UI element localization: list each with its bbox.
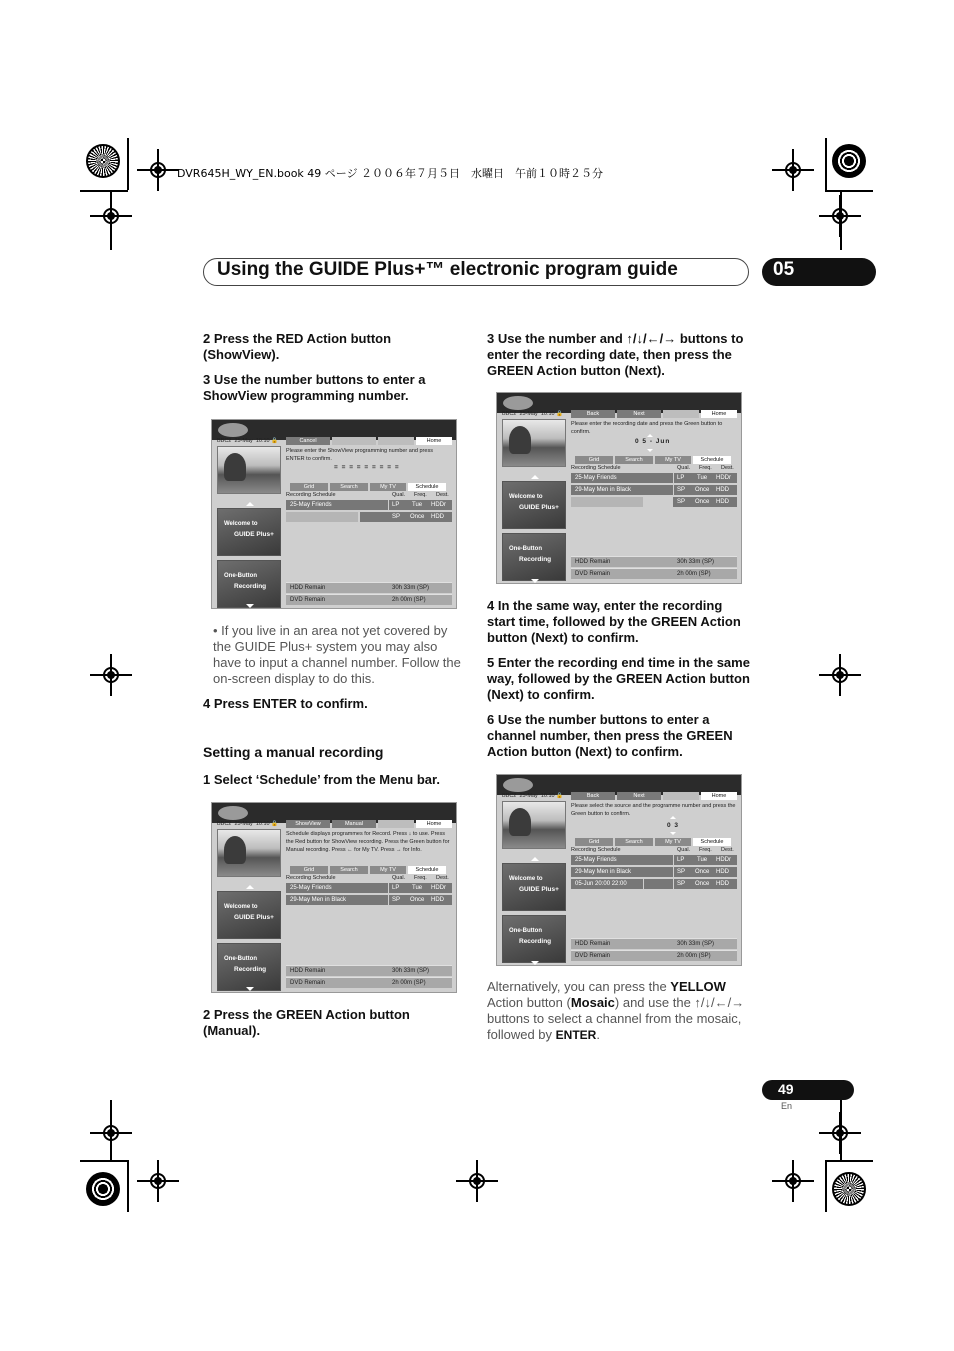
table-row[interactable]: 25-May Friends LP Tue HDDr [286,883,452,893]
arrow-down-icon [670,832,676,835]
lock-icon: 🔒 [271,821,278,827]
one-button-recording-panel: One-Button Recording [502,533,566,581]
table-row[interactable]: 29-May Men in Black SP Once HDD [571,485,737,495]
channel-number-entry[interactable]: 0 3 [667,822,680,829]
welcome-panel: Welcome to GUIDE Plus+ [502,481,566,529]
table-row[interactable]: 05-Jun 20:00 22:00 SP Once HDD [571,879,737,889]
showview-number-entry[interactable]: = = = = = = = = = [334,464,400,471]
date-entry[interactable]: 0 5 - Jun [635,438,671,445]
note-bullet: • If you live in an area not yet covered by the GUIDE Plus+ system you may also have to input a channel number. Follow the on-screen display to do this. [213,623,461,686]
tab-grid[interactable]: Grid [290,483,328,491]
arrow-up-icon [531,857,539,861]
cancel-button[interactable]: Cancel [286,437,330,445]
registration-crosshair-icon [829,664,851,686]
one-button-recording-panel: One-Button Recording [217,560,281,608]
home-button[interactable]: Home [701,410,737,418]
lock-icon: 🔒 [271,438,278,444]
registration-sunburst-icon [832,1172,866,1206]
tab-grid[interactable]: Grid [290,866,328,874]
screen-channel-info: BBC2 25-May 10:10 🔒 [217,438,278,444]
left-step-2: 2 Press the RED Action button (ShowView). [203,331,392,362]
registration-sunburst-icon [832,144,866,178]
tab-schedule[interactable]: Schedule [408,866,446,874]
welcome-panel: Welcome to GUIDE Plus+ [502,863,566,911]
table-row[interactable]: SP Once HDD [673,497,737,507]
welcome-panel: Welcome to GUIDE Plus+ [217,508,281,556]
next-button[interactable]: Next [617,792,661,800]
table-row-input[interactable] [286,512,358,522]
back-button[interactable]: Back [571,792,615,800]
one-button-recording-panel: One-Button Recording [217,943,281,991]
registration-crosshair-icon [147,1170,169,1192]
left-step-1b: 1 Select ‘Schedule’ from the Menu bar. [203,772,440,787]
screen-date-entry: BBC2 25-May 10:10 🔒 Welcome to GUIDE Plus+ One-Button Recording Back Next Home Please enter the recording date and press the Green button to confirm. 0 5 - Jun Grid Search My TV Schedule Recording Schedule Qual. Freq. Dest. 25-May Friends LP Tue HDDr 29-May Men in Black SP Once HDD SP Once HDD HDD Remain 30h 33m (SP) DVD Remain 2h 00m (SP) [496,392,742,584]
registration-crosshair-icon [100,205,122,227]
tab-search[interactable]: Search [330,866,368,874]
screen-instruction: Please select the source and the programme number and press the Green button to confirm. [571,803,736,817]
table-row[interactable]: 25-May Friends LP Tue HDDr [286,500,452,510]
next-button[interactable]: Next [617,410,661,418]
tab-my-tv[interactable]: My TV [655,456,691,464]
tab-search[interactable]: Search [330,483,368,491]
arrow-up-icon [670,816,676,819]
table-row[interactable]: 25-May Friends LP Tue HDDr [571,855,737,865]
tab-search[interactable]: Search [615,456,653,464]
screen-showview-entry: BBC2 25-May 10:10 🔒 Welcome to GUIDE Plus+ One-Button Recording Cancel Home Please enter the ShowView programming number and press ENTER to confirm. = = = = = = = = = Grid Search My TV Schedule Recording Schedule Qual. Freq. Dest. 25-May Friends LP Tue HDDr SP Once HDD HDD Remain 30h 33m (SP) DVD Remain 2h 00m (SP) [211,419,457,609]
tab-my-tv[interactable]: My TV [370,483,406,491]
registration-crosshair-icon [782,1170,804,1192]
recording-schedule-label: Recording Schedule [286,875,336,881]
channel-thumbnail [502,801,566,849]
arrow-down-icon [531,579,539,583]
screen-channel-entry: BBC2 25-May 10:10 🔒 Welcome to GUIDE Plus+ One-Button Recording Back Next Home Please select the source and the programme number and press the Green button to confirm. 0 3 Grid Search My TV Schedule Recording Schedule Qual. Freq. Dest. 25-May Friends LP Tue HDDr 29-May Men in Black SP Once HDD 05-Jun 20:00 22:00 SP Once HDD HDD Remain 30h 33m (SP) DVD Remain 2h 00m (SP) [496,774,742,966]
recording-schedule-label: Recording Schedule [571,847,621,853]
tab-my-tv[interactable]: My TV [370,866,406,874]
chapter-title: Using the GUIDE Plus+™ electronic program guide [217,259,678,280]
dvd-remain-row: DVD Remain 2h 00m (SP) [286,594,452,605]
page-language: En [781,1101,793,1111]
home-button[interactable]: Home [416,437,452,445]
page-number: 49 [778,1081,794,1097]
registration-crosshair-icon [100,1122,122,1144]
tab-grid[interactable]: Grid [575,838,613,846]
table-row-input[interactable] [571,497,643,507]
screen-channel-info: BBC2 25-May 10:10 🔒 [217,821,278,827]
page-number-badge [762,1080,854,1100]
guide-plus-logo [218,806,248,820]
right-step-4: 4 In the same way, enter the recording start time, followed by the GREEN Action button (Next) to confirm. [487,598,741,645]
dvd-remain-row: DVD Remain 2h 00m (SP) [571,568,737,579]
welcome-panel: Welcome to GUIDE Plus+ [217,891,281,939]
dvd-remain-row: DVD Remain 2h 00m (SP) [286,977,452,988]
arrow-down-icon [246,987,254,991]
book-header: DVR645H_WY_EN.book 49 ページ ２００６年７月５日 水曜日 午前１０時２５分 [177,167,604,180]
chapter-number: 05 [773,259,795,280]
guide-plus-logo [218,423,248,437]
lock-icon: 🔒 [556,411,563,417]
screen-instruction: Schedule displays programmes for Record. Press ↓ to use. Press the Red button for ShowView recording. Press the Green button for Manual recording. Press ← for My TV. Press → for Info. [286,831,450,853]
tab-grid[interactable]: Grid [575,456,613,464]
channel-thumbnail [217,829,281,877]
registration-crosshair-icon [829,205,851,227]
arrow-up-icon [647,434,653,437]
one-button-recording-panel: One-Button Recording [502,915,566,963]
channel-thumbnail [217,446,281,494]
left-step-4: 4 Press ENTER to confirm. [203,696,368,711]
right-step-5: 5 Enter the recording end time in the same way, followed by the GREEN Action button (Next) to confirm. [487,655,750,702]
tab-schedule[interactable]: Schedule [693,456,731,464]
screen-schedule: BBC2 25-May 10:10 🔒 Welcome to GUIDE Plus+ One-Button Recording ShowView Manual Home Schedule displays programmes for Record. Press ↓ to use. Press the Red button for ShowView recording. Press the Green button for Manual recording. Press ← for My TV. Press → for Info. Grid Search My TV Schedule Recording Schedule Qual. Freq. Dest. 25-May Friends LP Tue HDDr 29-May Men in Black SP Once HDD HDD Remain 30h 33m (SP) DVD Remain 2h 00m (SP) [211,802,457,993]
tab-schedule[interactable]: Schedule [693,838,731,846]
table-row[interactable]: 25-May Friends LP Tue HDDr [571,473,737,483]
screen-instruction: Please enter the ShowView programming number and press ENTER to confirm. [286,448,433,462]
alternative-instruction: Alternatively, you can press the YELLOW Action button (Mosaic) and use the ↑/↓/←/→ buttons to select a channel from the mosaic, followed by ENTER. [487,979,745,1042]
arrow-down-icon [246,604,254,608]
left-step-2b: 2 Press the GREEN Action button (Manual). [203,1007,410,1038]
arrow-up-icon [246,502,254,506]
showview-button[interactable]: ShowView [286,820,330,828]
lock-icon: 🔒 [556,793,563,799]
registration-crosshair-icon [147,159,169,181]
screen-channel-info: BBC2 25-May 10:10 🔒 [502,793,563,799]
recording-schedule-label: Recording Schedule [286,492,336,498]
tab-search[interactable]: Search [615,838,653,846]
section-heading: Setting a manual recording [203,744,384,760]
hdd-remain-row: HDD Remain 30h 33m (SP) [571,938,737,949]
tab-schedule[interactable]: Schedule [408,483,446,491]
tab-my-tv[interactable]: My TV [655,838,691,846]
arrow-up-icon [246,885,254,889]
right-step-6: 6 Use the number buttons to enter a channel number, then press the GREEN Action button (Next) to confirm. [487,712,733,759]
screen-channel-info: BBC2 25-May 10:10 🔒 [502,411,563,417]
arrow-up-icon [531,475,539,479]
home-button[interactable]: Home [701,792,737,800]
guide-plus-logo [503,778,533,792]
hdd-remain-row: HDD Remain 30h 33m (SP) [286,582,452,593]
left-step-3: 3 Use the number buttons to enter a ShowView programming number. [203,372,426,403]
manual-button[interactable]: Manual [332,820,376,828]
guide-plus-logo [503,396,533,410]
channel-thumbnail [502,419,566,467]
registration-crosshair-icon [100,664,122,686]
table-row[interactable]: 29-May Men in Black SP Once HDD [286,895,452,905]
back-button[interactable]: Back [571,410,615,418]
hdd-remain-row: HDD Remain 30h 33m (SP) [286,965,452,976]
registration-sunburst-icon [86,1172,120,1206]
recording-schedule-label: Recording Schedule [571,465,621,471]
right-step-3: 3 Use the number and ↑/↓/←/→ buttons to enter the recording date, then press the GREEN Action button (Next). [487,331,744,378]
table-row[interactable]: 29-May Men in Black SP Once HDD [571,867,737,877]
table-row[interactable]: SP Once HDD [360,512,452,522]
hdd-remain-row: HDD Remain 30h 33m (SP) [571,556,737,567]
registration-crosshair-icon [829,1122,851,1144]
registration-sunburst-icon [86,144,120,178]
arrow-down-icon [647,449,653,452]
arrow-down-icon [531,961,539,965]
screen-instruction: Please enter the recording date and press the Green button to confirm. [571,421,723,435]
home-button[interactable]: Home [416,820,452,828]
registration-crosshair-icon [782,159,804,181]
dvd-remain-row: DVD Remain 2h 00m (SP) [571,950,737,961]
registration-crosshair-icon [466,1170,488,1192]
